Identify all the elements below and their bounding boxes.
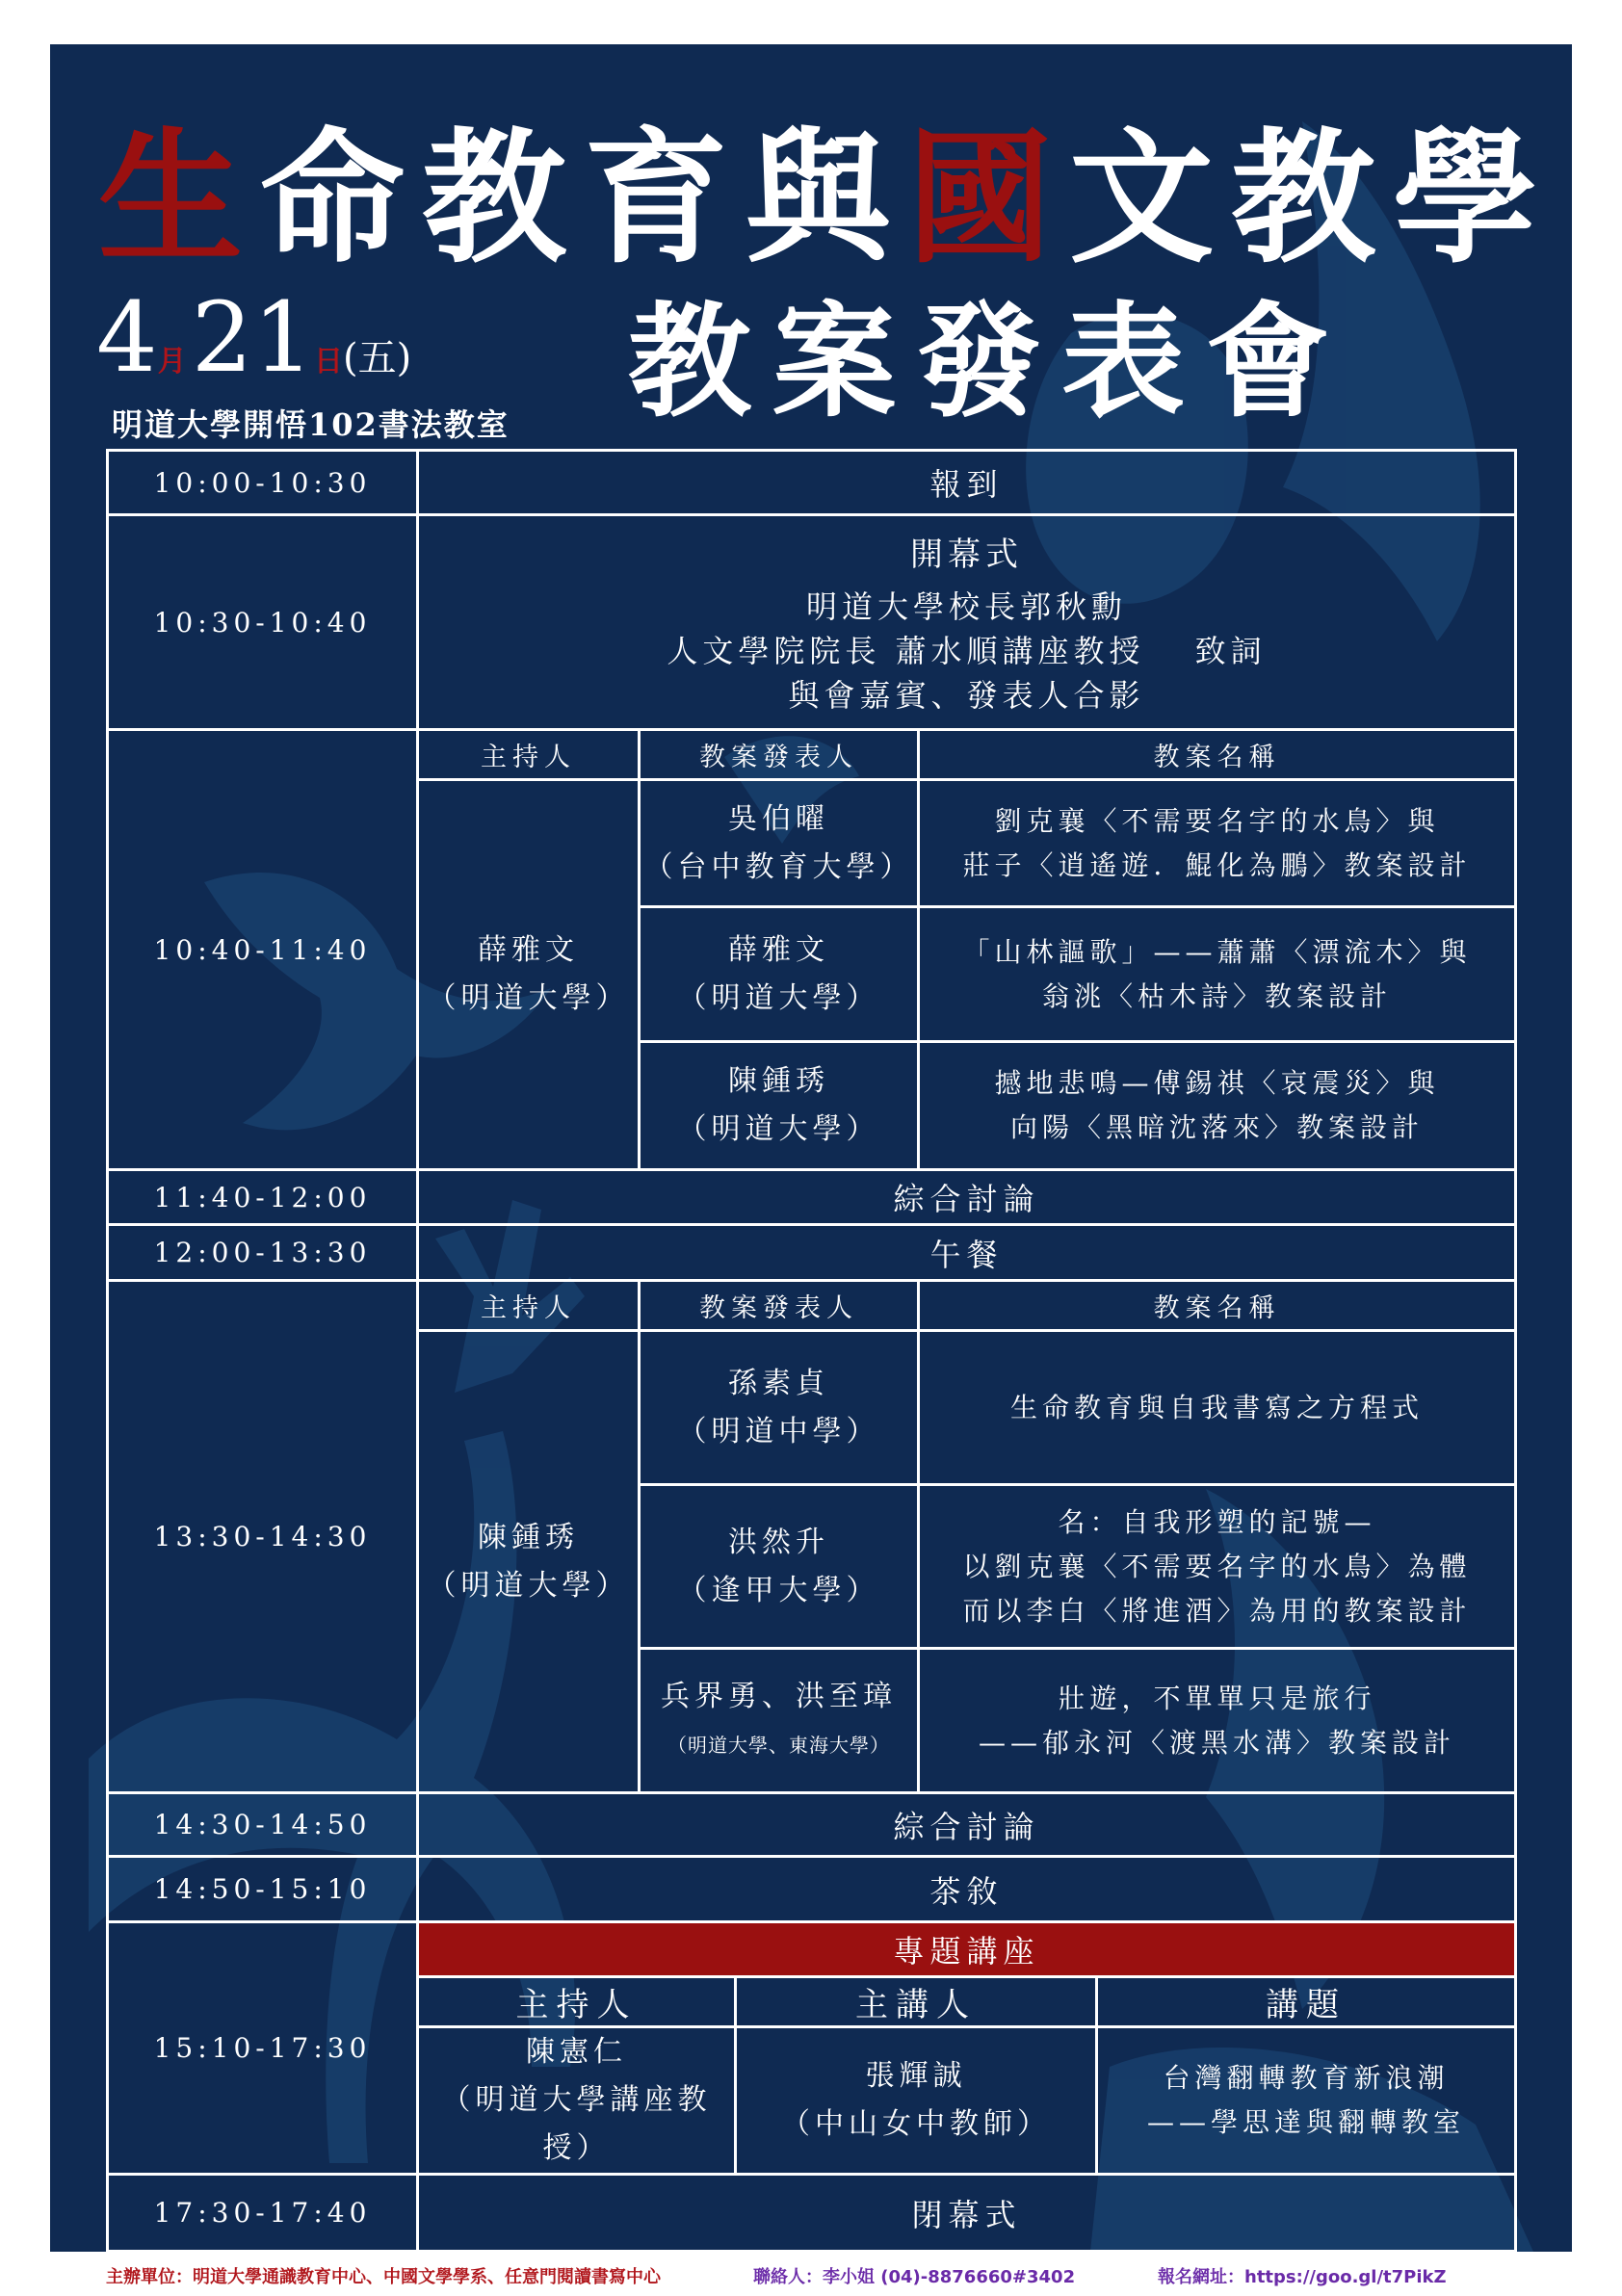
header-presenter: 教案發表人 bbox=[640, 1281, 919, 1331]
time-cell: 14:30-14:50 bbox=[108, 1793, 418, 1857]
time-cell: 10:30-10:40 bbox=[108, 515, 418, 730]
poster bbox=[50, 44, 1572, 2252]
presenter-name: 兵界勇、洪至璋 bbox=[661, 1679, 897, 1713]
host-name: 陳鍾琇 bbox=[478, 1520, 579, 1554]
lecture-host-org: （明道大學講座教授） bbox=[441, 2083, 712, 2165]
host-name: 薛雅文 bbox=[478, 933, 579, 967]
discussion1-label: 綜合討論 bbox=[418, 1170, 1516, 1225]
topic-line: ——郁永河〈渡黑水溝〉教案設計 bbox=[979, 1726, 1456, 1759]
header-host: 主持人 bbox=[418, 1281, 640, 1331]
presenter-cell bbox=[640, 1485, 919, 1649]
presenter-cell bbox=[640, 780, 919, 907]
presenter-cell bbox=[640, 1331, 919, 1485]
time-cell: 15:10-17:30 bbox=[108, 1922, 418, 2175]
row-opening bbox=[108, 515, 1516, 730]
topic-line: 向陽〈黑暗沈落來〉教案設計 bbox=[1010, 1111, 1425, 1143]
schedule-table bbox=[106, 449, 1517, 2252]
lunch-label: 午餐 bbox=[418, 1225, 1516, 1281]
header-plan-name: 教案名稱 bbox=[919, 1281, 1516, 1331]
session2-host bbox=[418, 1331, 640, 1793]
topic-cell bbox=[919, 907, 1516, 1042]
title-char: 命 bbox=[260, 114, 423, 283]
row-lecture-title bbox=[108, 1922, 1516, 1977]
date-month-unit: 月 bbox=[157, 345, 187, 378]
topic-line: 撼地悲鳴—傅錫祺〈哀震災〉與 bbox=[994, 1067, 1440, 1099]
footer-signup-link[interactable]: 報名網址：https://goo.gl/t7PikZ bbox=[1158, 2267, 1447, 2287]
closing-label: 閉幕式 bbox=[418, 2175, 1516, 2252]
header-lecture-topic: 講題 bbox=[1097, 1977, 1516, 2027]
presenter-cell bbox=[640, 1649, 919, 1793]
lecture-speaker bbox=[736, 2027, 1097, 2175]
presenter-org: （明道大學、東海大學） bbox=[667, 1733, 890, 1757]
topic-line: 劉克襄〈不需要名字的水鳥〉與 bbox=[994, 804, 1440, 837]
session1-host bbox=[418, 780, 640, 1170]
topic-line: ——學思達與翻轉教室 bbox=[1147, 2106, 1466, 2138]
opening-title: 開幕式 bbox=[910, 535, 1024, 574]
topic-line: 以劉克襄〈不需要名字的水鳥〉為體 bbox=[962, 1550, 1472, 1582]
time-cell: 14:50-15:10 bbox=[108, 1857, 418, 1922]
topic-line: 莊子〈逍遙遊．鯤化為鵬〉教案設計 bbox=[962, 848, 1472, 881]
lecture-speaker-name: 張輝誠 bbox=[865, 2059, 967, 2093]
title-char: 與 bbox=[746, 114, 908, 283]
topic-line: 名：自我形塑的記號— bbox=[1058, 1505, 1376, 1538]
presenter-org: （逢甲大學） bbox=[677, 1573, 880, 1607]
row-checkin bbox=[108, 451, 1516, 515]
header-lecture-speaker: 主講人 bbox=[736, 1977, 1097, 2027]
opening-line: 與會嘉賓、發表人合影 bbox=[788, 676, 1145, 714]
opening-line: 明道大學校長郭秋勳 bbox=[806, 587, 1128, 625]
checkin-label: 報到 bbox=[418, 451, 1516, 515]
lecture-host-name: 陳憲仁 bbox=[526, 2035, 627, 2069]
row-closing bbox=[108, 2175, 1516, 2252]
title-char: 國 bbox=[907, 114, 1070, 283]
host-org: （明道大學） bbox=[427, 981, 630, 1015]
discussion2-label: 綜合討論 bbox=[418, 1793, 1516, 1857]
date-month: 4 bbox=[96, 281, 158, 394]
row-discussion1 bbox=[108, 1170, 1516, 1225]
footer-organizer: 主辦單位：明道大學通識教育中心、中國文學學系、任意門閱讀書寫中心 bbox=[106, 2267, 661, 2287]
topic-cell bbox=[919, 780, 1516, 907]
title-char: 教 bbox=[1231, 114, 1394, 283]
row-lunch bbox=[108, 1225, 1516, 1281]
lecture-speaker-org: （中山女中教師） bbox=[781, 2107, 1051, 2141]
presenter-name: 洪然升 bbox=[728, 1525, 829, 1559]
row-session1-header bbox=[108, 730, 1516, 780]
presenter-org: （台中教育大學） bbox=[643, 849, 914, 884]
topic-line: 翁洮〈枯木詩〉教案設計 bbox=[1042, 979, 1393, 1012]
topic-line: 壯遊，不單單只是旅行 bbox=[1058, 1682, 1376, 1714]
tea-label: 茶敘 bbox=[418, 1857, 1516, 1922]
opening-line: 人文學院院長 蕭水順講座教授 致詞 bbox=[667, 632, 1267, 669]
opening-cell bbox=[418, 515, 1516, 730]
topic-line: 台灣翻轉教育新浪潮 bbox=[1163, 2062, 1450, 2094]
date-day-unit: 日 bbox=[313, 345, 343, 378]
presenter-org: （明道大學） bbox=[677, 980, 880, 1015]
time-cell: 17:30-17:40 bbox=[108, 2175, 418, 2252]
topic-cell bbox=[919, 1331, 1516, 1485]
title-char: 育 bbox=[584, 114, 746, 283]
time-cell: 12:00-13:30 bbox=[108, 1225, 418, 1281]
row-tea bbox=[108, 1857, 1516, 1922]
presenter-name: 薛雅文 bbox=[728, 932, 829, 967]
header-host: 主持人 bbox=[418, 730, 640, 780]
header-plan-name: 教案名稱 bbox=[919, 730, 1516, 780]
topic-line: 而以李白〈將進酒〉為用的教案設計 bbox=[962, 1594, 1472, 1627]
main-title bbox=[98, 112, 1572, 285]
presenter-org: （明道中學） bbox=[677, 1414, 880, 1448]
topic-cell bbox=[919, 1649, 1516, 1793]
title-char: 文 bbox=[1069, 114, 1232, 283]
presenter-name: 孫素貞 bbox=[728, 1366, 829, 1400]
title-char: 學 bbox=[1393, 114, 1556, 283]
title-char: 教 bbox=[422, 114, 585, 283]
time-cell: 11:40-12:00 bbox=[108, 1170, 418, 1225]
header-presenter: 教案發表人 bbox=[640, 730, 919, 780]
presenter-cell bbox=[640, 1042, 919, 1170]
date-day: 21 bbox=[191, 281, 314, 394]
event-date bbox=[96, 281, 412, 394]
time-cell: 13:30-14:30 bbox=[108, 1281, 418, 1793]
topic-cell bbox=[919, 1485, 1516, 1649]
host-org: （明道大學） bbox=[427, 1568, 630, 1603]
title-char: 生 bbox=[98, 114, 261, 283]
time-cell: 10:40-11:40 bbox=[108, 730, 418, 1170]
row-session2-header bbox=[108, 1281, 1516, 1331]
footer bbox=[50, 2252, 1572, 2296]
presenter-name: 吳伯曜 bbox=[728, 801, 829, 836]
topic-cell bbox=[919, 1042, 1516, 1170]
topic-line: 生命教育與自我書寫之方程式 bbox=[1010, 1391, 1425, 1423]
presenter-name: 陳鍾琇 bbox=[728, 1064, 829, 1098]
lecture-host bbox=[418, 2027, 736, 2175]
lecture-title: 專題講座 bbox=[418, 1922, 1516, 1977]
presenter-org: （明道大學） bbox=[677, 1112, 880, 1146]
topic-line: 「山林謳歌」——蕭蕭〈漂流木〉與 bbox=[962, 935, 1472, 968]
subtitle: 教案發表會 bbox=[628, 290, 1351, 434]
header-lecture-host: 主持人 bbox=[418, 1977, 736, 2027]
row-discussion2 bbox=[108, 1793, 1516, 1857]
lecture-topic bbox=[1097, 2027, 1516, 2175]
presenter-cell bbox=[640, 907, 919, 1042]
time-cell: 10:00-10:30 bbox=[108, 451, 418, 515]
venue: 明道大學開悟102書法教室 bbox=[112, 406, 510, 443]
footer-contact: 聯絡人：李小姐 (04)-8876660#3402 bbox=[753, 2267, 1076, 2287]
date-weekday: (五) bbox=[342, 336, 412, 380]
